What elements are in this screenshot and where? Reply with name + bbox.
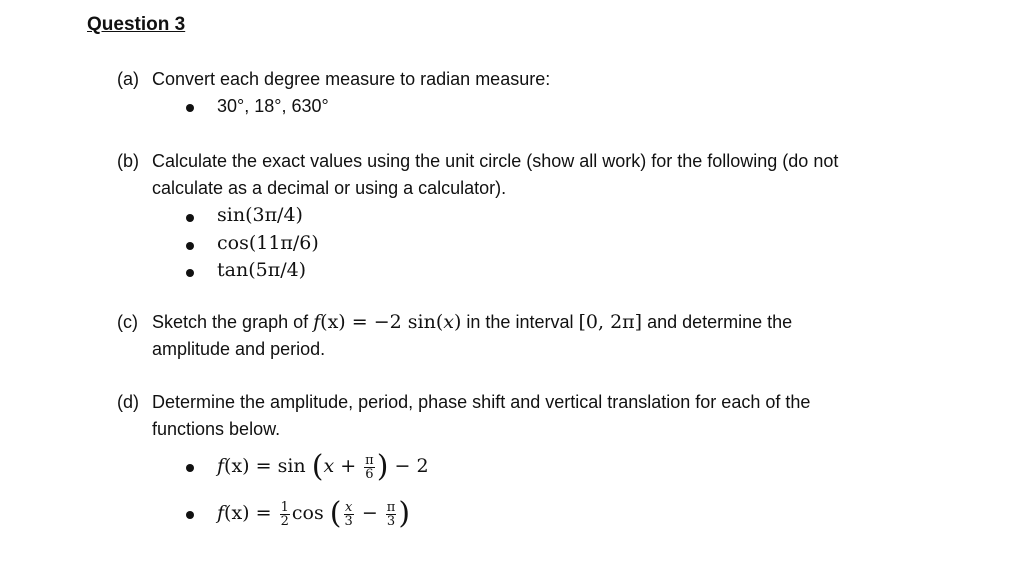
- bullet-icon: [186, 104, 194, 112]
- part-c-pre: Sketch the graph of: [152, 312, 309, 332]
- part-a-label: (a): [117, 69, 139, 89]
- question-title: Question 3: [87, 14, 186, 35]
- bullet-icon: [186, 464, 194, 472]
- part-c-label: (c): [117, 312, 138, 332]
- part-b-label: (b): [117, 151, 139, 171]
- part-d-equation-2: f(x) = $\frac{1}{2}$ cos ( $\frac{x}{3}$ − $\frac{\pi}{3}$ ): [217, 496, 411, 531]
- part-d-line-2: functions below.: [152, 419, 281, 439]
- part-c-function: f(x) = −2 sin(x): [313, 311, 462, 333]
- part-c-line-2: amplitude and period.: [152, 339, 326, 359]
- part-c-line-1: [152, 311, 792, 333]
- fraction-pi-over-3: $\frac{\pi}{3}$: [386, 499, 396, 529]
- part-a-item-1: 30°, 18°, 630°: [217, 96, 329, 116]
- fraction-one-half: $\frac{1}{2}$: [280, 499, 289, 529]
- bullet-icon: [186, 242, 194, 250]
- bullet-icon: [186, 214, 194, 222]
- part-b-item-2: cos(11π/6): [217, 232, 319, 254]
- bullet-icon: [186, 511, 194, 519]
- bullet-icon: [186, 269, 194, 277]
- part-d-line-1: Determine the amplitude, period, phase shift and vertical translation for each of the: [152, 392, 811, 412]
- part-c-post: and determine the: [647, 312, 793, 332]
- fraction-x-over-3: $\frac{x}{3}$: [344, 499, 353, 529]
- part-c-mid: in the interval: [466, 312, 574, 332]
- part-a-text: Convert each degree measure to radian measure:: [152, 69, 551, 89]
- part-b-line-1: Calculate the exact values using the unit circle (show all work) for the following (do not: [152, 151, 839, 171]
- part-d-label: (d): [117, 392, 139, 412]
- part-c-interval: [0, 2π]: [578, 311, 643, 333]
- part-b-item-3: tan(5π/4): [217, 259, 307, 281]
- part-b-item-1: sin(3π/4): [217, 204, 303, 226]
- fraction-pi-over-6: $\frac{\pi}{6}$: [365, 452, 374, 482]
- part-b-line-2: calculate as a decimal or using a calculator).: [152, 178, 507, 198]
- part-d-equation-1: f(x) = sin (x + $\frac{\pi}{6}$ ) − 2: [217, 449, 429, 484]
